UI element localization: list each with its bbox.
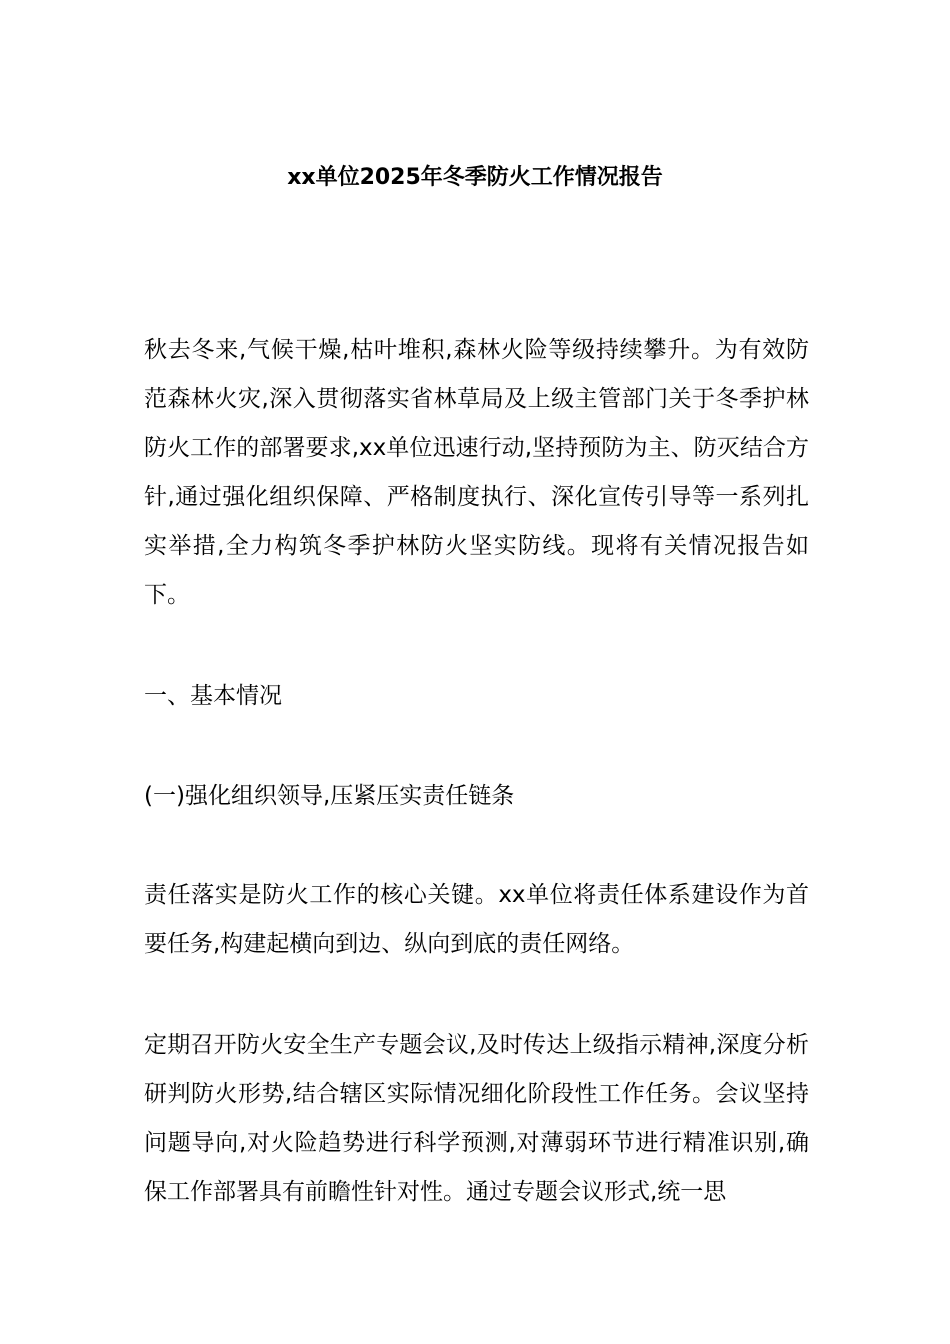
section-heading: 一、基本情况 bbox=[144, 683, 282, 709]
meetings-paragraph: 定期召开防火安全生产专题会议,及时传达上级指示精神,深度分析研判防火形势,结合辖区实际情况细化阶段性工作任务。会议坚持问题导向,对火险趋势进行科学预测,对薄弱环节进行精准识别,确保工作部署具有前瞻性针对性。通过专题会议形式,统一思 bbox=[144, 1032, 809, 1205]
responsibility-paragraph: 责任落实是防火工作的核心关键。xx单位将责任体系建设作为首要任务,构建起横向到边、纵向到底的责任网络。 bbox=[144, 882, 809, 957]
document-title: xx单位2025年冬季防火工作情况报告 bbox=[287, 165, 663, 190]
subsection-heading: (一)强化组织领导,压紧压实责任链条 bbox=[144, 783, 515, 809]
intro-paragraph: 秋去冬来,气候干燥,枯叶堆积,森林火险等级持续攀升。为有效防范森林火灾,深入贯彻落实省林草局及上级主管部门关于冬季护林防火工作的部署要求,xx单位迅速行动,坚持预防为主、防灭结合方针,通过强化组织保障、严格制度执行、深化宣传引导等一系列扎实举措,全力构筑冬季护林防火坚实防线。现将有关情况报告如下。 bbox=[144, 337, 809, 608]
